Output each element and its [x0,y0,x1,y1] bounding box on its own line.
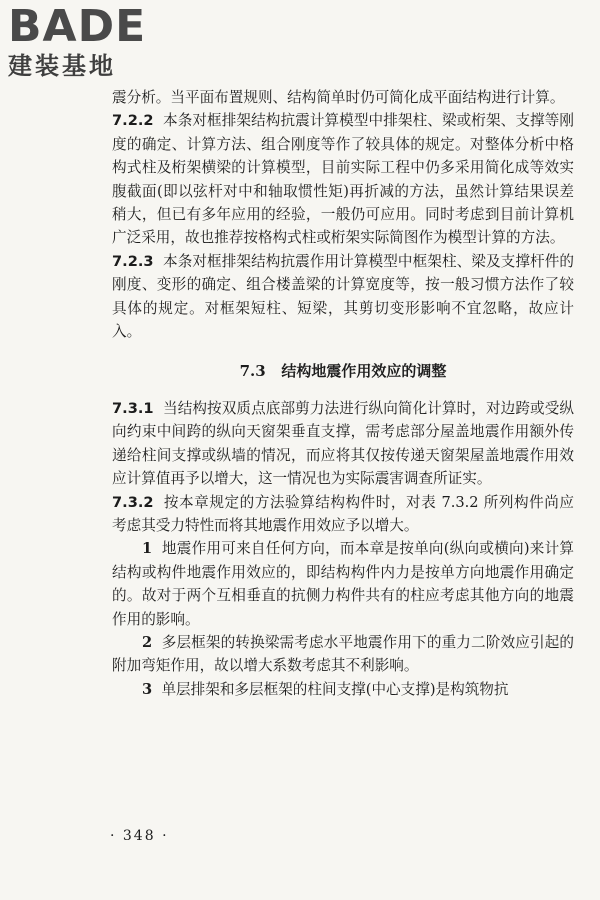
clause-text: 本条对框排架结构抗震作用计算模型中框架柱、梁及支撑杆件的刚度、变形的确定、组合楼盖梁的计算宽度等，按一般习惯方法作了较具体的规定。对框架短柱、短梁，其剪切变形影响不宜忽略，故应计入。 [112,252,574,341]
clause-number: 7.2.2 [112,112,154,130]
clause-7-3-1 [112,397,574,491]
list-item-2 [112,631,574,678]
clause-number: 7.3.1 [112,399,154,417]
page-number: · 348 · [110,828,169,844]
clause-number: 7.2.3 [112,252,154,270]
clause-text: 当结构按双质点底部剪力法进行纵向简化计算时，对边跨或受纵向约束中间跨的纵向天窗架垂直支撑，需考虑部分屋盖地震作用额外传递给柱间支撑或纵墙的情况，而应将其仅按传递天窗架屋盖地震作用效应计算值再予以增大，这一情况也为实际震害调查所证实。 [112,399,574,488]
item-text: 单层排架和多层框架的柱间支撑(中心支撑)是构筑物抗 [161,680,509,698]
list-item-1 [112,537,574,631]
clause-7-2-3 [112,250,574,344]
clause-text: 本条对框排架结构抗震计算模型中排架柱、梁或桁架、支撑等刚度的确定、计算方法、组合刚度等作了较具体的规定。对整体分析中格构式柱及桁架横梁的计算模型，目前实际工程中仍多采用简化成等效实腹截面(即以弦杆对中和轴取惯性矩)再折减的方法，虽然计算结果误差稍大，但已有多年应用的经验，一般仍可应用。同时考虑到目前计算机广泛采用，故也推荐按格构式柱或桁架实际简图作为模型计算的方法。 [112,112,574,247]
item-number: 1 [142,540,153,558]
paragraph-continuation [112,86,574,109]
page-body [112,86,574,701]
section-title: 结构地震作用效应的调整 [281,362,447,381]
item-number: 2 [142,633,153,651]
item-number: 3 [142,680,153,698]
clause-number: 7.3.2 [112,493,154,511]
item-text: 多层框架的转换梁需考虑水平地震作用下的重力二阶效应引起的附加弯矩作用，故以增大系数考虑其不利影响。 [112,633,574,675]
section-number: 7.3 [239,362,266,381]
brand-logo [8,1,178,80]
clause-7-2-2 [112,109,574,249]
logo-subtitle: 建装基地 [8,52,116,80]
clause-7-3-2 [112,491,574,538]
logo-brand-text: BADE [8,1,147,52]
paragraph-text: 震分析。当平面布置规则、结构简单时仍可简化成平面结构进行计算。 [112,89,565,106]
section-heading [112,360,574,383]
item-text: 地震作用可来自任何方向，而本章是按单向(纵向或横向)来计算结构或构件地震作用效应的，即结构构件内力是按单方向地震作用确定的。故对于两个互相垂直的抗侧力构件共有的柱应考虑其他方向的地震作用的影响。 [112,540,575,628]
clause-text: 按本章规定的方法验算结构构件时，对表 7.3.2 所列构件尚应考虑其受力特性而将其地震作用效应予以增大。 [112,493,574,534]
list-item-3 [112,678,574,701]
